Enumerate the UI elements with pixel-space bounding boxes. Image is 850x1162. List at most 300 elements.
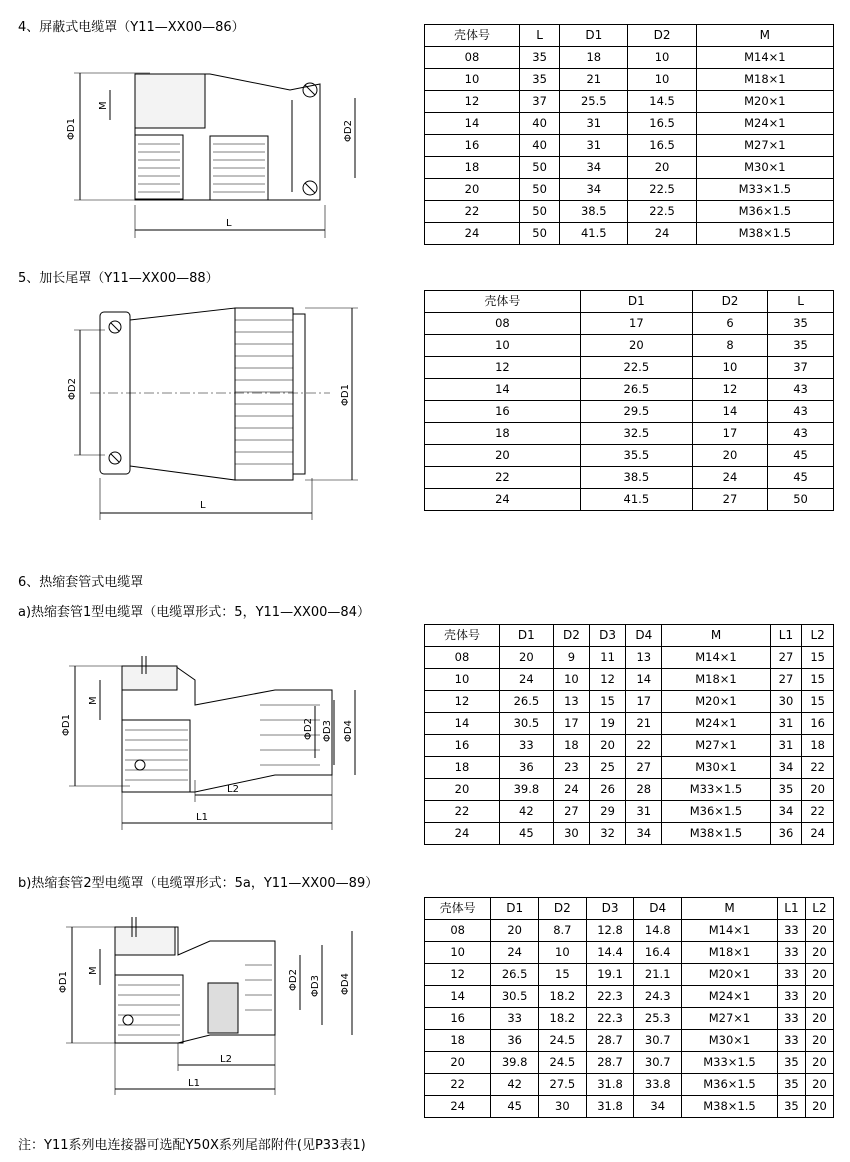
table-cell: 30.5 [491, 986, 539, 1008]
table-cell: 30 [539, 1096, 587, 1118]
table-cell: M14×1 [682, 920, 778, 942]
table-cell: 42 [491, 1074, 539, 1096]
table-cell: 18 [802, 735, 834, 757]
table-cell: M27×1 [682, 1008, 778, 1030]
table-cell: 20 [692, 445, 767, 467]
table-cell: 25.3 [634, 1008, 682, 1030]
table-row [425, 91, 834, 113]
table-row [425, 379, 834, 401]
table-cell: 15 [589, 691, 625, 713]
table-cell: M27×1 [696, 135, 833, 157]
table-cell: 27 [770, 647, 802, 669]
table-cell: 20 [805, 1096, 833, 1118]
table-cell: M24×1 [682, 986, 778, 1008]
table-cell: 16 [425, 401, 581, 423]
table-row [425, 779, 834, 801]
table-cell: 25 [589, 757, 625, 779]
table-cell: 10 [425, 942, 491, 964]
table-cell: 14 [425, 986, 491, 1008]
table-row [425, 1096, 834, 1118]
table-cell: 12 [425, 964, 491, 986]
table-row [425, 201, 834, 223]
table-cell: 27 [692, 489, 767, 511]
header-cell: L2 [802, 625, 834, 647]
table-cell: 9 [553, 647, 589, 669]
table-cell: 17 [553, 713, 589, 735]
header-cell: D1 [580, 291, 692, 313]
dim-l-label: L [200, 500, 206, 511]
table-row [425, 113, 834, 135]
table-header-row [425, 291, 834, 313]
table-cell: 24 [499, 669, 553, 691]
table-cell: 31 [560, 113, 628, 135]
dim-d2-label: ΦD2 [343, 120, 354, 142]
dim-d2-label: ΦD2 [67, 378, 78, 400]
table-row [425, 801, 834, 823]
table-cell: 33 [777, 964, 805, 986]
table-cell: 08 [425, 47, 520, 69]
table-row [425, 467, 834, 489]
header-cell: M [662, 625, 770, 647]
table-row [425, 1030, 834, 1052]
table-cell: 21 [626, 713, 662, 735]
section-6a-table [424, 624, 834, 845]
header-cell: 壳体号 [425, 25, 520, 47]
table-cell: 20 [805, 986, 833, 1008]
header-cell: D3 [586, 898, 634, 920]
table-cell: 14.4 [586, 942, 634, 964]
table-row [425, 964, 834, 986]
table-cell: 19.1 [586, 964, 634, 986]
table-cell: 30 [553, 823, 589, 845]
table-cell: 40 [520, 113, 560, 135]
table-cell: 20 [425, 779, 500, 801]
header-cell: D2 [539, 898, 587, 920]
table-cell: 36 [770, 823, 802, 845]
table-cell: 40 [520, 135, 560, 157]
table-cell: 39.8 [491, 1052, 539, 1074]
table-cell: 22.5 [628, 179, 696, 201]
table-cell: 39.8 [499, 779, 553, 801]
table-cell: 18 [553, 735, 589, 757]
table-cell: 12.8 [586, 920, 634, 942]
dim-d2-label: ΦD2 [303, 718, 314, 740]
table-cell: 22.3 [586, 1008, 634, 1030]
table-cell: 24.5 [539, 1052, 587, 1074]
dim-d4-label: ΦD4 [343, 720, 354, 742]
table-cell: 20 [805, 1074, 833, 1096]
table-cell: 33 [777, 986, 805, 1008]
table-cell: 10 [628, 69, 696, 91]
header-cell: L2 [805, 898, 833, 920]
dim-l1-label: L1 [188, 1078, 200, 1089]
table-cell: 37 [768, 357, 834, 379]
header-cell: D2 [692, 291, 767, 313]
table-cell: 22 [425, 801, 500, 823]
table-cell: 20 [805, 942, 833, 964]
table-cell: 10 [692, 357, 767, 379]
dim-l2-label: L2 [227, 784, 239, 795]
table-cell: 20 [425, 1052, 491, 1074]
table-row [425, 986, 834, 1008]
table-cell: M20×1 [662, 691, 770, 713]
table-cell: M24×1 [662, 713, 770, 735]
table-cell: 27.5 [539, 1074, 587, 1096]
table-cell: 22.5 [628, 201, 696, 223]
table-row [425, 647, 834, 669]
shielded-cable-cover-drawing [60, 60, 360, 250]
table-cell: 20 [589, 735, 625, 757]
header-cell: L [768, 291, 834, 313]
dim-m-label: M [98, 101, 109, 110]
table-cell: 10 [425, 669, 500, 691]
dim-d3-label: ΦD3 [310, 975, 321, 997]
table-cell: M18×1 [682, 942, 778, 964]
table-cell: 36 [499, 757, 553, 779]
table-cell: 14 [425, 713, 500, 735]
table-cell: 24 [553, 779, 589, 801]
table-cell: 20 [805, 964, 833, 986]
table-row [425, 135, 834, 157]
table-row [425, 47, 834, 69]
table-cell: M36×1.5 [696, 201, 833, 223]
table-cell: 31.8 [586, 1096, 634, 1118]
table-cell: 24 [425, 223, 520, 245]
table-cell: M20×1 [682, 964, 778, 986]
table-cell: 15 [802, 669, 834, 691]
table-cell: 33 [499, 735, 553, 757]
dim-l2-label: L2 [220, 1054, 232, 1065]
table-cell: 41.5 [560, 223, 628, 245]
table-cell: 14.5 [628, 91, 696, 113]
table-cell: 22 [802, 757, 834, 779]
table-cell: 26.5 [499, 691, 553, 713]
table-cell: 34 [560, 179, 628, 201]
table-cell: 20 [805, 920, 833, 942]
table-cell: M18×1 [696, 69, 833, 91]
table-row [425, 1008, 834, 1030]
table-cell: 16.5 [628, 113, 696, 135]
table-cell: 30.7 [634, 1030, 682, 1052]
table-cell: 32 [589, 823, 625, 845]
header-cell: M [682, 898, 778, 920]
table-cell: 11 [589, 647, 625, 669]
dim-d1-label: ΦD1 [340, 384, 351, 406]
table-cell: M36×1.5 [662, 801, 770, 823]
table-cell: 33 [777, 1008, 805, 1030]
table-cell: 12 [425, 691, 500, 713]
table-cell: 20 [802, 779, 834, 801]
dim-d1-label: ΦD1 [61, 714, 72, 736]
header-cell: L1 [777, 898, 805, 920]
table-cell: 15 [539, 964, 587, 986]
table-cell: 08 [425, 920, 491, 942]
table-cell: 35 [777, 1074, 805, 1096]
table-cell: 33 [777, 1030, 805, 1052]
table-cell: 42 [499, 801, 553, 823]
table-cell: 17 [626, 691, 662, 713]
table-cell: M30×1 [696, 157, 833, 179]
table-cell: 20 [805, 1030, 833, 1052]
table-cell: 14 [425, 113, 520, 135]
table-header-row [425, 898, 834, 920]
table-cell: 36 [491, 1030, 539, 1052]
table-cell: 45 [491, 1096, 539, 1118]
dim-l1-label: L1 [196, 812, 208, 823]
table-cell: 30.7 [634, 1052, 682, 1074]
table-cell: 24 [692, 467, 767, 489]
table-row [425, 157, 834, 179]
table-cell: 20 [628, 157, 696, 179]
table-cell: 18.2 [539, 986, 587, 1008]
table-cell: 28.7 [586, 1052, 634, 1074]
table-cell: 50 [520, 223, 560, 245]
header-cell: D1 [560, 25, 628, 47]
table-cell: 19 [589, 713, 625, 735]
table-cell: 25.5 [560, 91, 628, 113]
section-6b-title: b)热缩套管2型电缆罩（电缆罩形式：5a，Y11—XX00—89） [18, 876, 379, 891]
table-cell: 43 [768, 401, 834, 423]
table-cell: 16 [802, 713, 834, 735]
table-cell: 34 [634, 1096, 682, 1118]
table-cell: 50 [520, 179, 560, 201]
section-6b-table [424, 897, 834, 1118]
table-cell: 26.5 [580, 379, 692, 401]
table-cell: 20 [425, 179, 520, 201]
table-cell: M38×1.5 [696, 223, 833, 245]
table-cell: 08 [425, 647, 500, 669]
table-cell: 12 [425, 357, 581, 379]
table-cell: 14 [626, 669, 662, 691]
table-cell: 31 [770, 735, 802, 757]
table-cell: 21 [560, 69, 628, 91]
table-row [425, 401, 834, 423]
table-cell: 16.4 [634, 942, 682, 964]
table-cell: 35 [520, 69, 560, 91]
footnote: 注：Y11系列电连接器可选配Y50X系列尾部附件(见P33表1) [18, 1138, 366, 1153]
table-cell: 18 [560, 47, 628, 69]
table-row [425, 757, 834, 779]
table-cell: 31 [560, 135, 628, 157]
table-cell: 28.7 [586, 1030, 634, 1052]
table-cell: 24.5 [539, 1030, 587, 1052]
table-cell: 38.5 [580, 467, 692, 489]
table-cell: 22.3 [586, 986, 634, 1008]
table-cell: 10 [628, 47, 696, 69]
table-cell: 29.5 [580, 401, 692, 423]
table-cell: 31 [626, 801, 662, 823]
table-cell: 28 [626, 779, 662, 801]
table-cell: 15 [802, 691, 834, 713]
table-cell: 26.5 [491, 964, 539, 986]
table-row [425, 735, 834, 757]
table-cell: 24 [628, 223, 696, 245]
table-row [425, 691, 834, 713]
section-6a-title: a)热缩套管1型电缆罩（电缆罩形式：5，Y11—XX00—84） [18, 605, 370, 620]
table-cell: 50 [520, 157, 560, 179]
table-cell: 45 [768, 467, 834, 489]
header-cell: 壳体号 [425, 291, 581, 313]
header-cell: D4 [634, 898, 682, 920]
dim-d3-label: ΦD3 [322, 720, 333, 742]
table-cell: 17 [692, 423, 767, 445]
table-row [425, 423, 834, 445]
table-cell: 15 [802, 647, 834, 669]
dim-d4-label: ΦD4 [340, 973, 351, 995]
table-cell: 34 [560, 157, 628, 179]
table-row [425, 313, 834, 335]
header-cell: D2 [628, 25, 696, 47]
table-cell: 50 [768, 489, 834, 511]
table-cell: 41.5 [580, 489, 692, 511]
table-cell: M33×1.5 [682, 1052, 778, 1074]
table-cell: 16 [425, 1008, 491, 1030]
table-cell: 24 [491, 942, 539, 964]
table-cell: M24×1 [696, 113, 833, 135]
table-cell: 22 [626, 735, 662, 757]
table-row [425, 335, 834, 357]
table-cell: 22 [425, 201, 520, 223]
header-cell: M [696, 25, 833, 47]
table-cell: 18 [425, 423, 581, 445]
table-cell: 34 [770, 801, 802, 823]
table-cell: M38×1.5 [662, 823, 770, 845]
table-cell: M27×1 [662, 735, 770, 757]
dim-l-label: L [226, 218, 232, 229]
table-cell: M18×1 [662, 669, 770, 691]
table-cell: M30×1 [662, 757, 770, 779]
table-cell: 24 [425, 823, 500, 845]
table-cell: 22 [425, 467, 581, 489]
table-cell: 34 [626, 823, 662, 845]
table-row [425, 823, 834, 845]
table-cell: 12 [425, 91, 520, 113]
header-cell: D2 [553, 625, 589, 647]
table-cell: 10 [539, 942, 587, 964]
table-cell: 10 [553, 669, 589, 691]
table-cell: 27 [770, 669, 802, 691]
table-cell: 13 [553, 691, 589, 713]
table-cell: 35 [770, 779, 802, 801]
table-cell: 33 [777, 942, 805, 964]
table-cell: 35 [768, 313, 834, 335]
header-cell: D3 [589, 625, 625, 647]
table-cell: 20 [805, 1008, 833, 1030]
table-cell: 24 [425, 1096, 491, 1118]
dim-m-label: M [88, 696, 99, 705]
dim-m-label: M [88, 966, 99, 975]
table-row [425, 179, 834, 201]
table-cell: M33×1.5 [696, 179, 833, 201]
header-cell: D4 [626, 625, 662, 647]
heat-shrink-type2-drawing [60, 915, 380, 1100]
table-cell: 14 [692, 401, 767, 423]
table-cell: 35 [777, 1096, 805, 1118]
section-4-title: 4、屏蔽式电缆罩（Y11—XX00—86） [18, 20, 245, 35]
table-cell: 30 [770, 691, 802, 713]
table-cell: 16 [425, 135, 520, 157]
table-cell: 18 [425, 757, 500, 779]
table-cell: 24.3 [634, 986, 682, 1008]
section-6-heading: 6、热缩套管式电缆罩 [18, 575, 144, 590]
table-header-row [425, 625, 834, 647]
table-cell: 20 [491, 920, 539, 942]
table-row [425, 1074, 834, 1096]
table-row [425, 489, 834, 511]
dim-d1-label: ΦD1 [66, 118, 77, 140]
table-cell: M38×1.5 [682, 1096, 778, 1118]
table-row [425, 357, 834, 379]
table-cell: 12 [589, 669, 625, 691]
table-cell: 20 [805, 1052, 833, 1074]
table-cell: M33×1.5 [662, 779, 770, 801]
table-header-row [425, 25, 834, 47]
table-cell: 43 [768, 379, 834, 401]
table-cell: 35.5 [580, 445, 692, 467]
table-row [425, 713, 834, 735]
extended-tail-cover-drawing [60, 300, 370, 525]
table-cell: 37 [520, 91, 560, 113]
table-cell: 14.8 [634, 920, 682, 942]
table-cell: 31.8 [586, 1074, 634, 1096]
table-cell: 45 [768, 445, 834, 467]
table-cell: 45 [499, 823, 553, 845]
table-cell: 10 [425, 69, 520, 91]
table-cell: 13 [626, 647, 662, 669]
table-cell: 20 [499, 647, 553, 669]
table-cell: 35 [520, 47, 560, 69]
table-cell: M14×1 [662, 647, 770, 669]
table-row [425, 69, 834, 91]
header-cell: 壳体号 [425, 898, 491, 920]
section-5-table [424, 290, 834, 511]
header-cell: D1 [491, 898, 539, 920]
table-cell: 26 [589, 779, 625, 801]
table-row [425, 223, 834, 245]
table-cell: 23 [553, 757, 589, 779]
table-cell: 27 [626, 757, 662, 779]
table-cell: 33 [491, 1008, 539, 1030]
table-row [425, 942, 834, 964]
table-cell: 50 [520, 201, 560, 223]
table-cell: 31 [770, 713, 802, 735]
table-cell: 29 [589, 801, 625, 823]
table-cell: 17 [580, 313, 692, 335]
table-cell: 6 [692, 313, 767, 335]
heat-shrink-type1-drawing [60, 650, 380, 835]
table-cell: 16 [425, 735, 500, 757]
table-cell: 18.2 [539, 1008, 587, 1030]
table-cell: 20 [580, 335, 692, 357]
table-cell: 21.1 [634, 964, 682, 986]
table-cell: 22 [802, 801, 834, 823]
table-cell: 8.7 [539, 920, 587, 942]
dim-d2-label: ΦD2 [288, 969, 299, 991]
table-cell: M14×1 [696, 47, 833, 69]
table-cell: 33.8 [634, 1074, 682, 1096]
table-cell: 30.5 [499, 713, 553, 735]
table-cell: 10 [425, 335, 581, 357]
table-cell: 24 [425, 489, 581, 511]
dim-d1-label: ΦD1 [58, 971, 69, 993]
table-cell: 18 [425, 157, 520, 179]
table-row [425, 445, 834, 467]
section-5-title: 5、加长尾罩（Y11—XX00—88） [18, 271, 219, 286]
section-4-table [424, 24, 834, 245]
table-cell: 35 [777, 1052, 805, 1074]
header-cell: 壳体号 [425, 625, 500, 647]
table-cell: 24 [802, 823, 834, 845]
